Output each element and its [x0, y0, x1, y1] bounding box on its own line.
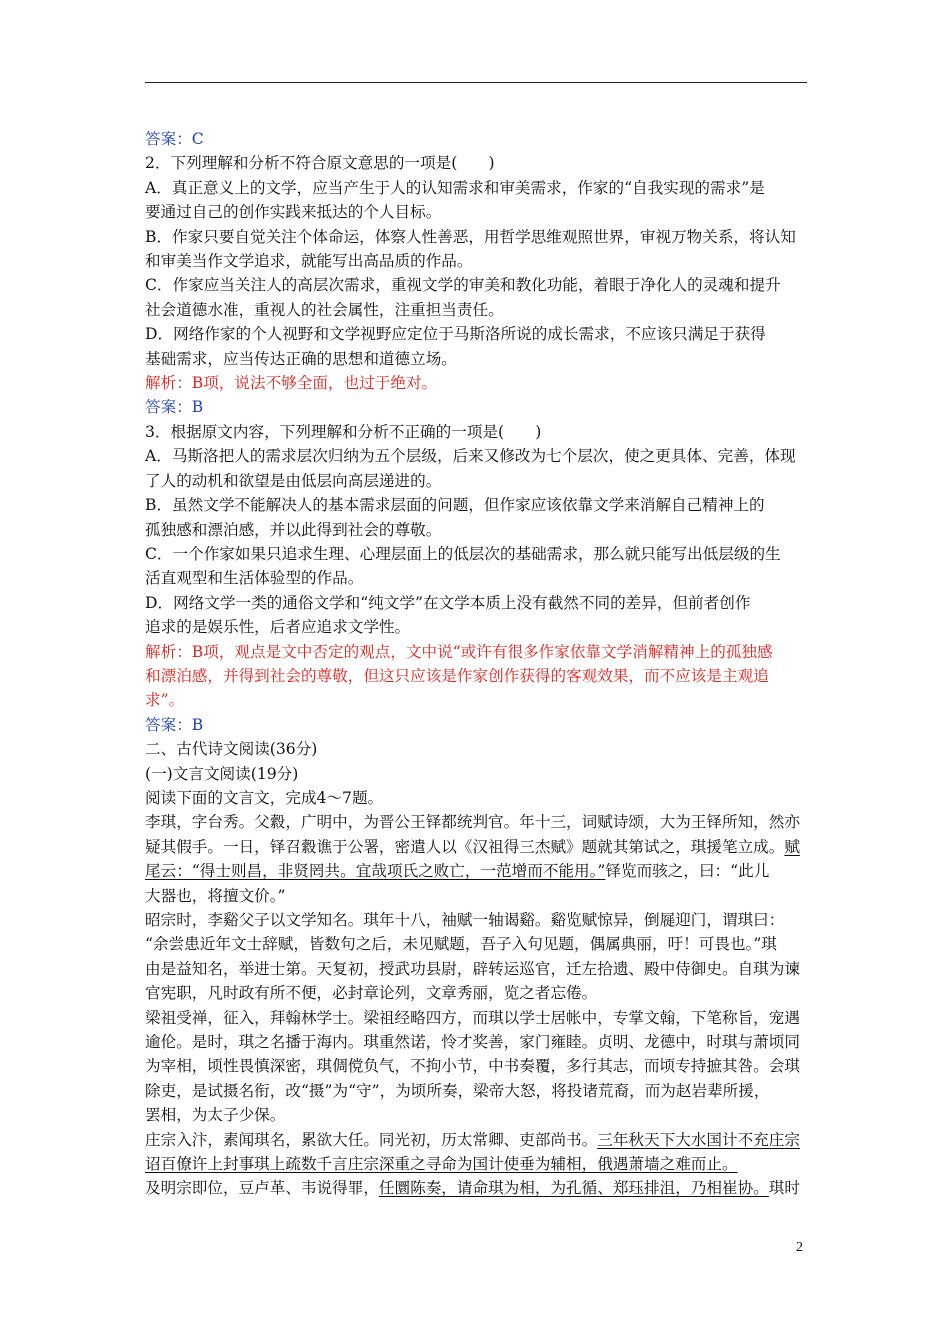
document-body [145, 127, 807, 1201]
text-line [145, 640, 807, 664]
text-line [145, 469, 807, 493]
line-text: D．网络作家的个人视野和文学视野应定位于马斯洛所说的成长需求，不应该只满足于获得 [145, 325, 766, 344]
text-line [145, 518, 807, 542]
line-text: 大器也，将擅文价。” [145, 886, 286, 905]
underlined-text: 诏百僚许上封事琪上疏数千言庄宗深重之寻命为国计使垂为辅相，俄遇萧墙之难而止。 [145, 1155, 738, 1174]
header-rule [145, 82, 807, 83]
line-text: 及明宗即位，豆卢革、韦说得罪， [145, 1179, 379, 1198]
text-line [145, 493, 807, 517]
line-text: A．真正意义上的文学，应当产生于人的认知需求和审美需求，作家的“自我实现的需求”是 [145, 178, 765, 197]
text-line [145, 298, 807, 322]
line-tail-text: 铎览而骇之，曰：“此儿 [605, 862, 770, 881]
text-line [145, 981, 807, 1005]
line-text: 社会道德水准，重视人的社会属性，注重担当责任。 [145, 300, 504, 319]
line-tail-text: 琪时 [768, 1179, 800, 1198]
text-line [145, 1030, 807, 1054]
line-text: B．作家只要自觉关注个体命运，体察人性善恶，用哲学思维观照世界，审视万物关系，将认知 [145, 227, 796, 246]
text-line [145, 420, 807, 444]
line-text: 为宰相，顷性畏慎深密，琪倜傥负气，不拘小节，中书奏覆，多行其志，而顷专持摭其咎。会琪 [145, 1057, 800, 1076]
line-text: 逾伦。是时，琪之名播于海内。琪重然诺，怜才奖善，家门雍睦。贞明、龙德中，时琪与萧顷同 [145, 1033, 800, 1052]
text-line [145, 762, 807, 786]
text-line [145, 127, 807, 151]
line-text: A．马斯洛把人的需求层次归纳为五个层级，后来又修改为七个层次，使之更具体、完善，体现 [145, 447, 796, 466]
line-text: 昭宗时，李谿父子以文学知名。琪年十八，袖赋一轴谒谿。谿览赋惊异，倒屣迎门，谓琪曰： [145, 911, 785, 929]
text-line [145, 1006, 807, 1030]
text-line [145, 908, 807, 932]
line-text: 二、古代诗文阅读(36分) [145, 740, 318, 759]
text-line [145, 176, 807, 200]
line-text: 基础需求，应当传达正确的思想和道德立场。 [145, 349, 457, 368]
line-text: 解析：B项，观点是文中否定的观点，文中说“或许有很多作家依靠文学消解精神上的孤独感 [145, 642, 773, 661]
text-line [145, 322, 807, 346]
line-text: 疑其假手。一日，铎召縠谯于公署，密遣人以《汉祖得三杰赋》题就其第试之，琪援笔立成。 [145, 837, 785, 856]
underlined-text: 尾云：“得士则昌，非贤罔共。宜哉项氏之败亡，一范增而不能用。” [145, 862, 606, 881]
line-text: 官宪职，凡时政有所不便，必封章论列，文章秀丽，览之者忘倦。 [145, 984, 598, 1003]
line-text: 由是益知名，举进士第。天复初，授武功县尉，辟转运巡官，迁左拾遗、殿中侍御史。自琪为谏 [145, 959, 800, 978]
text-line [145, 1152, 807, 1176]
line-text: 活直观型和生活体验型的作品。 [145, 569, 364, 588]
line-text: 梁祖受禅，征入，拜翰林学士。梁祖经略四方，而琪以学士居帐中，专掌文翰，下笔称旨，宠遇 [145, 1008, 800, 1027]
line-text: B．虽然文学不能解决人的基本需求层面的问题，但作家应该依靠文学来消解自己精神上的 [145, 496, 765, 515]
line-text: 阅读下面的文言文，完成4～7题。 [145, 788, 384, 807]
underlined-text: 任圜陈奏，请命琪为相，为孔循、郑珏排沮，乃相崔协。 [378, 1179, 769, 1198]
line-text: C．作家应当关注人的高层次需求，重视文学的审美和教化功能，着眼于净化人的灵魂和提升 [145, 276, 781, 295]
line-text: 答案：C [145, 130, 204, 148]
text-line [145, 566, 807, 590]
text-line [145, 151, 807, 175]
text-line [145, 591, 807, 615]
text-line [145, 932, 807, 956]
line-text: 答案：B [145, 398, 204, 417]
text-line [145, 884, 807, 908]
text-line [145, 395, 807, 419]
text-line [145, 200, 807, 224]
text-line [145, 859, 807, 883]
text-line [145, 664, 807, 688]
line-text: 解析：B项，说法不够全面，也过于绝对。 [145, 374, 438, 393]
text-line [145, 249, 807, 273]
line-text: 李琪，字台秀。父縠，广明中，为晋公王铎都统判官。年十三，词赋诗颂，大为王铎所知，然亦 [145, 813, 800, 832]
line-text: 求”。 [145, 691, 185, 710]
text-line [145, 737, 807, 761]
line-text: (一)文言文阅读(19分) [145, 764, 299, 783]
underlined-text: 三年秋天下大水国计不充庄宗 [597, 1130, 800, 1149]
text-line [145, 1128, 807, 1152]
line-text: C．一个作家如果只追求生理、心理层面上的低层次的基础需求，那么就只能写出低层级的生 [145, 544, 781, 563]
text-line [145, 957, 807, 981]
page-number: 2 [796, 1240, 803, 1255]
line-text: 2．下列理解和分析不符合原文意思的一项是( ) [145, 154, 495, 173]
line-text: 要通过自己的创作实践来抵达的个人目标。 [145, 203, 442, 222]
line-text: D．网络文学一类的通俗文学和“纯文学”在文学本质上没有截然不同的差异，但前者创作 [145, 593, 751, 612]
line-text: 和漂泊感，并得到社会的尊敬，但这只应该是作家创作获得的客观效果，而不应该是主观追 [145, 666, 769, 685]
text-line [145, 1103, 807, 1127]
line-text: 和审美当作文学追求，就能写出高品质的作品。 [145, 252, 473, 271]
text-line [145, 225, 807, 249]
line-text: 孤独感和漂泊感，并以此得到社会的尊敬。 [145, 520, 442, 539]
text-line [145, 444, 807, 468]
underlined-text: 赋 [784, 837, 800, 856]
text-line [145, 273, 807, 297]
line-text: 答案：B [145, 715, 204, 734]
text-line [145, 347, 807, 371]
text-line [145, 371, 807, 395]
text-line [145, 713, 807, 737]
text-line [145, 1176, 807, 1200]
text-line [145, 615, 807, 639]
text-line [145, 835, 807, 859]
line-text: 除吏，是试摄名衔，改“摄”为“守”，为顷所奏，梁帝大怒，将投诸荒裔，而为赵岩辈所援， [145, 1081, 770, 1100]
line-text: 追求的是娱乐性，后者应追求文学性。 [145, 618, 411, 637]
text-line [145, 542, 807, 566]
text-line [145, 1079, 807, 1103]
text-line [145, 810, 807, 834]
text-line [145, 688, 807, 712]
text-line [145, 1054, 807, 1078]
line-text: “余尝患近年文士辞赋，皆数句之后，未见赋题，吾子入句见题，偶属典丽，吁！可畏也。”琪 [145, 935, 777, 954]
line-text: 了人的动机和欲望是由低层向高层递进的。 [145, 471, 442, 490]
text-line [145, 786, 807, 810]
line-text: 3．根据原文内容，下列理解和分析不正确的一项是( ) [145, 422, 542, 441]
line-text: 庄宗入汴，素闻琪名，累欲大任。同光初，历太常卿、吏部尚书。 [145, 1130, 598, 1149]
line-text: 罢相，为太子少保。 [145, 1106, 286, 1125]
